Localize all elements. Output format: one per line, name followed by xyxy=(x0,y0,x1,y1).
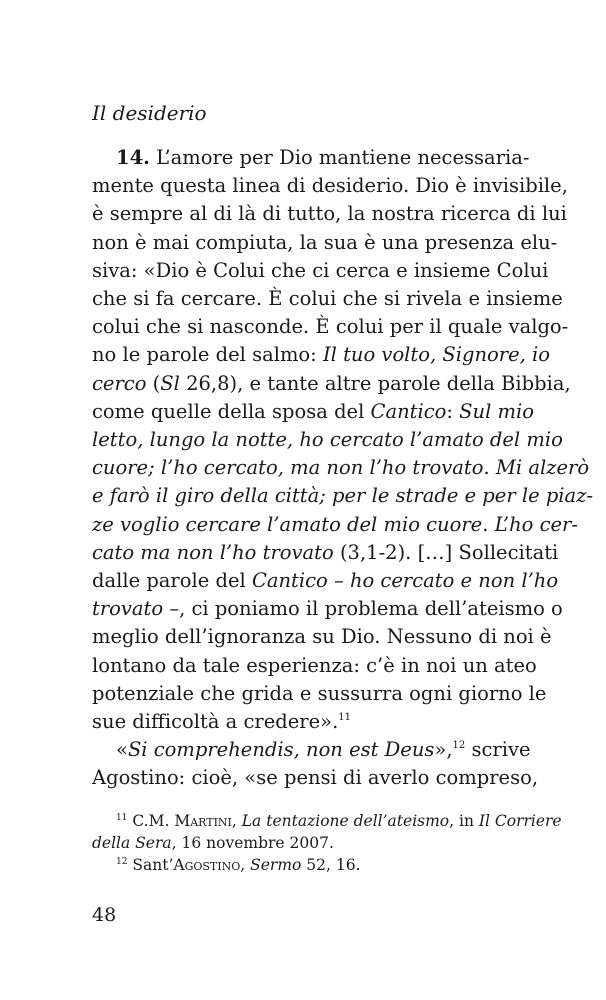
text-run: dalle parole del xyxy=(92,569,252,593)
text-run: 52, 16. xyxy=(301,856,361,874)
text-line: meglio dell’ignoranza su Dio. Nessuno di noi è xyxy=(92,625,552,649)
text-line: Agostino: cioè, «se pensi di averlo compreso, xyxy=(92,766,539,790)
text-run: , xyxy=(231,812,242,830)
text-run: L’amore per Dio mantiene necessaria- xyxy=(149,146,530,169)
footnote-ref-11[interactable]: 11 xyxy=(338,712,352,724)
footnote-line xyxy=(92,810,562,832)
quote-italic: cato ma non l’ho trovato xyxy=(92,540,334,564)
footnote-ref-12[interactable]: 12 xyxy=(452,740,466,752)
text-run: Sant’ xyxy=(127,856,174,874)
text-line xyxy=(92,341,551,369)
paragraph-number: 14. xyxy=(116,146,150,169)
text-line xyxy=(92,736,531,764)
footnote-number: 12 xyxy=(116,857,128,867)
text-run: , 16 novembre 2007. xyxy=(171,834,334,852)
text-run: . xyxy=(483,456,496,480)
text-run: ( xyxy=(146,371,161,395)
page-number: 48 xyxy=(92,904,117,926)
footnote-line xyxy=(92,832,514,854)
footnote-title: Sermo xyxy=(250,856,302,874)
quote-italic: Il tuo volto, Signore, io xyxy=(322,343,551,367)
text-run: (3,1-2). […] Sollecitati xyxy=(333,540,559,564)
footnote-author: Martini xyxy=(174,812,232,830)
text-run: 26,8), e tante altre parole della Bibbia, xyxy=(179,371,571,395)
quote-italic: L’ho cer- xyxy=(494,512,578,536)
quote-italic: Sul mio xyxy=(459,399,534,423)
text-run: no le parole del salmo: xyxy=(92,343,323,367)
quote-italic: ho cercato e non l’ho xyxy=(349,569,559,593)
text-line xyxy=(92,370,571,398)
text-run: scrive xyxy=(465,738,531,762)
footnote-number: 11 xyxy=(116,813,128,823)
section-heading: Il desiderio xyxy=(92,101,207,125)
text-run: sue difficoltà a credere». xyxy=(92,710,339,734)
text-run: come quelle della sposa del xyxy=(92,399,371,423)
text-line: lontano da tale esperienza: c’è in noi un ateo xyxy=(92,653,537,677)
citation-italic: Sl xyxy=(160,371,180,395)
text-run: – xyxy=(327,569,350,593)
text-run: : xyxy=(446,399,460,423)
text-line xyxy=(92,595,563,623)
text-line: è sempre al di là di tutto, la nostra ricerca di lui xyxy=(92,202,567,226)
footnotes xyxy=(92,810,562,876)
text-line xyxy=(92,567,559,595)
text-run: , in xyxy=(449,812,479,830)
footnote-author: Agostino xyxy=(173,856,241,874)
quote-italic: trovato xyxy=(92,597,164,621)
footnote-11 xyxy=(92,810,562,854)
text-run: », xyxy=(434,738,453,762)
text-line xyxy=(92,539,559,567)
body-text xyxy=(92,144,594,793)
quote-italic: cerco xyxy=(92,371,147,395)
quote-italic: Mi alzerò xyxy=(495,456,590,480)
text-run: « xyxy=(116,738,128,762)
text-line: letto, lungo la notte, ho cercato l’amato del mio xyxy=(92,428,563,452)
text-run: C.M. xyxy=(127,812,175,830)
text-line: che si fa cercare. È colui che si rivela e insieme xyxy=(92,287,563,311)
text-line xyxy=(92,454,590,482)
book-page xyxy=(92,0,594,1000)
text-line xyxy=(92,511,578,539)
title-italic: Cantico xyxy=(370,399,447,423)
paragraph-14 xyxy=(92,144,594,736)
text-line xyxy=(92,398,534,426)
text-run: , xyxy=(240,856,251,874)
text-line xyxy=(92,144,530,172)
title-italic: Cantico xyxy=(251,569,328,593)
text-run: . xyxy=(482,512,495,536)
latin-quote: Si comprehendis, non est Deus xyxy=(127,738,435,762)
text-run: –, ci poniamo il problema dell’ateismo o xyxy=(163,597,563,621)
text-line xyxy=(92,708,514,736)
footnote-title: La tentazione dell’ateismo xyxy=(241,812,450,830)
footnote-line xyxy=(92,854,514,876)
text-line: e farò il giro della città; per le strade e per le piaz- xyxy=(92,484,594,508)
footnote-12 xyxy=(92,854,514,876)
paragraph-agostino xyxy=(92,736,539,792)
text-line: mente questa linea di desiderio. Dio è invisibile, xyxy=(92,174,568,198)
text-line: non è mai compiuta, la sua è una presenza elu- xyxy=(92,230,558,254)
footnote-source: della Sera xyxy=(92,834,172,852)
text-line: siva: «Dio è Colui che ci cerca e insieme Colui xyxy=(92,258,549,282)
text-line: colui che si nasconde. È colui per il quale valgo- xyxy=(92,315,569,339)
footnote-source: Il Corriere xyxy=(478,812,562,830)
quote-italic: ze voglio cercare l’amato del mio cuore xyxy=(92,512,483,536)
quote-italic: cuore; l’ho cercato, ma non l’ho trovato xyxy=(92,456,484,480)
text-line: potenziale che grida e sussurra ogni giorno le xyxy=(92,681,547,705)
